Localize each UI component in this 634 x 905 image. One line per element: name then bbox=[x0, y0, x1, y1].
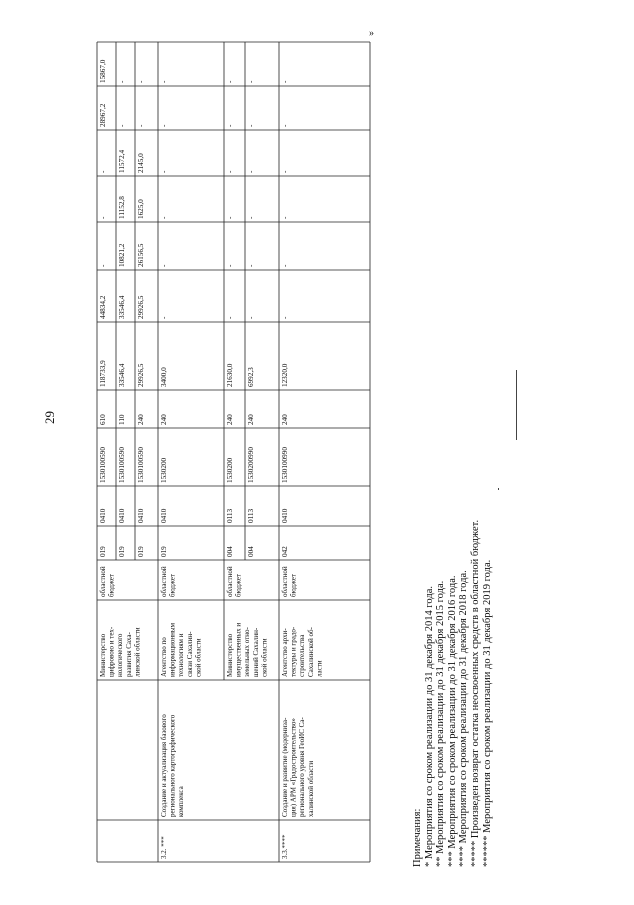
table-cell: 240 bbox=[247, 414, 255, 425]
table-cell: 004 bbox=[226, 546, 234, 557]
table-cell: 0113 bbox=[226, 508, 234, 523]
table-cell: - bbox=[247, 124, 255, 127]
table-cell: 042 bbox=[281, 546, 289, 557]
notes-block bbox=[412, 407, 493, 867]
table-cell: Министерствоцифровою и тех-нологическогоразвития Саха-линской области bbox=[99, 626, 142, 677]
table-cell: Создание и актуализация базовогорегионального картографическогокомплекса bbox=[160, 714, 186, 817]
table-cell: - bbox=[160, 316, 168, 319]
table-cell: - bbox=[247, 80, 255, 83]
table-cell: - bbox=[281, 264, 289, 267]
table-cell: - bbox=[281, 124, 289, 127]
note-item: ***** Произведен возврат остатка неосвоенных средств в областной бюджет. bbox=[469, 519, 481, 867]
table-cell: - bbox=[118, 80, 126, 83]
table-cell: 019 bbox=[137, 546, 145, 557]
continuation-mark: » bbox=[369, 28, 374, 39]
table-cell: - bbox=[247, 170, 255, 173]
table-cell: - bbox=[281, 316, 289, 319]
table-cell: 610 bbox=[99, 414, 107, 425]
table-cell: 004 bbox=[247, 546, 255, 557]
table-cell: - bbox=[99, 170, 107, 173]
table-cell: - bbox=[247, 264, 255, 267]
table-cell: областнойбюджет bbox=[160, 566, 177, 597]
table-cell: 0113 bbox=[247, 508, 255, 523]
note-item: ** Мероприятия со сроком реализации до 31 декабря 2015 года. bbox=[435, 580, 447, 867]
table-cell: 019 bbox=[160, 546, 168, 557]
table-cell: 1530100990 bbox=[281, 447, 289, 483]
table-cell: 15867,0 bbox=[99, 59, 107, 83]
table-cell: - bbox=[226, 316, 234, 319]
table-cell: 240 bbox=[281, 414, 289, 425]
table-cell: 12320,0 bbox=[281, 363, 289, 387]
table-cell: - bbox=[281, 80, 289, 83]
table-cell: 1530200 bbox=[160, 457, 168, 483]
table-cell: 10821,2 bbox=[118, 243, 126, 267]
table-cell: 26156,5 bbox=[137, 243, 145, 267]
table-cell: 2145,0 bbox=[137, 153, 145, 173]
table-cell: Министерствоимущественных иземельных отно-шений Сахалин-ской области bbox=[226, 622, 269, 677]
table-cell: - bbox=[281, 170, 289, 173]
table-cell: 29926,5 bbox=[137, 295, 145, 319]
table-cell: 240 bbox=[137, 414, 145, 425]
table-cell: - bbox=[281, 216, 289, 219]
table-cell: - bbox=[160, 124, 168, 127]
table-cell: - bbox=[160, 264, 168, 267]
table-cell: 0410 bbox=[160, 508, 168, 523]
note-item: **** Мероприятия со сроком реализации до 31 декабря 2018 года. bbox=[458, 570, 470, 867]
table-cell: 44834,2 bbox=[99, 295, 107, 319]
table-cell: 33546,4 bbox=[118, 363, 126, 387]
table-cell: - bbox=[160, 170, 168, 173]
page-number: 29 bbox=[42, 411, 57, 424]
table-cell: 11152,8 bbox=[118, 196, 126, 219]
table-cell: 110 bbox=[118, 414, 126, 425]
table-cell: 1625,0 bbox=[137, 199, 145, 219]
table-cell: - bbox=[247, 216, 255, 219]
table-cell: - bbox=[99, 216, 107, 219]
table-cell: 1530100590 bbox=[118, 447, 126, 483]
note-item: * Мероприятия со сроком реализации до 31 декабря 2014 года. bbox=[423, 586, 435, 867]
table-cell: 1530200990 bbox=[247, 447, 255, 483]
table-cell: 240 bbox=[160, 414, 168, 425]
table-cell: - bbox=[247, 316, 255, 319]
notes-heading: Примечания: bbox=[412, 808, 423, 867]
table-cell: - bbox=[160, 216, 168, 219]
note-item: ****** Мероприятия со сроком реализации до 31 декабря 2019 года. bbox=[481, 559, 493, 867]
table-cell: - bbox=[99, 264, 107, 267]
table-cell: 118733,9 bbox=[99, 360, 107, 387]
table-cell: 3400,0 bbox=[160, 367, 168, 387]
table-cell: 11572,4 bbox=[118, 149, 126, 173]
separator-line-2 bbox=[498, 488, 501, 490]
table-cell: - bbox=[226, 170, 234, 173]
table-cell: - bbox=[226, 124, 234, 127]
table-cell: 21630,0 bbox=[226, 363, 234, 387]
table-cell: 240 bbox=[226, 414, 234, 425]
table-cell: - bbox=[226, 216, 234, 219]
note-item: *** Мероприятия со сроком реализации до 31 декабря 2016 года. bbox=[446, 575, 458, 867]
table-cell: - bbox=[226, 264, 234, 267]
table-cell: 3.2. *** bbox=[160, 836, 168, 859]
table-cell: 1530200 bbox=[226, 457, 234, 483]
table-cells bbox=[99, 59, 323, 859]
table-cell: - bbox=[137, 80, 145, 83]
table-cell: Создание и развитие (модерниза-ция) АРМ «Градостроительство»регионального уровня ГеоИС Са-халинской области bbox=[281, 717, 315, 817]
table-cell: Агентство архи-тектуры и градо-строительстваСахалинской об-ласти bbox=[281, 626, 324, 677]
table-cell: Агентство поинформационнымтехнологиям исвязи Сахалин-ской области bbox=[160, 622, 203, 677]
table-cell: 019 bbox=[99, 546, 107, 557]
table-cell: 0410 bbox=[99, 508, 107, 523]
table-cell: - bbox=[226, 80, 234, 83]
table-cell: областнойбюджет bbox=[281, 566, 298, 597]
table-cell: 33546,4 bbox=[118, 295, 126, 319]
table-cell: 0410 bbox=[118, 508, 126, 523]
table-cell: - bbox=[160, 80, 168, 83]
table-cell: 28967,2 bbox=[99, 103, 107, 127]
separator-line bbox=[516, 370, 517, 440]
table-cell: 1530100590 bbox=[99, 447, 107, 483]
table-cell: 29926,5 bbox=[137, 363, 145, 387]
table-cell: 6992,3 bbox=[247, 367, 255, 387]
table-cell: 019 bbox=[118, 546, 126, 557]
table-cell: 0410 bbox=[281, 508, 289, 523]
table-cell: 3.3.**** bbox=[281, 834, 289, 859]
table-cell: - bbox=[137, 124, 145, 127]
table-cell: 1530100590 bbox=[137, 447, 145, 483]
table-cell: 0410 bbox=[137, 508, 145, 523]
table-cell: - bbox=[118, 124, 126, 127]
table-cell: областнойбюджет bbox=[99, 566, 116, 597]
table-cell: областнойбюджет bbox=[226, 566, 243, 597]
